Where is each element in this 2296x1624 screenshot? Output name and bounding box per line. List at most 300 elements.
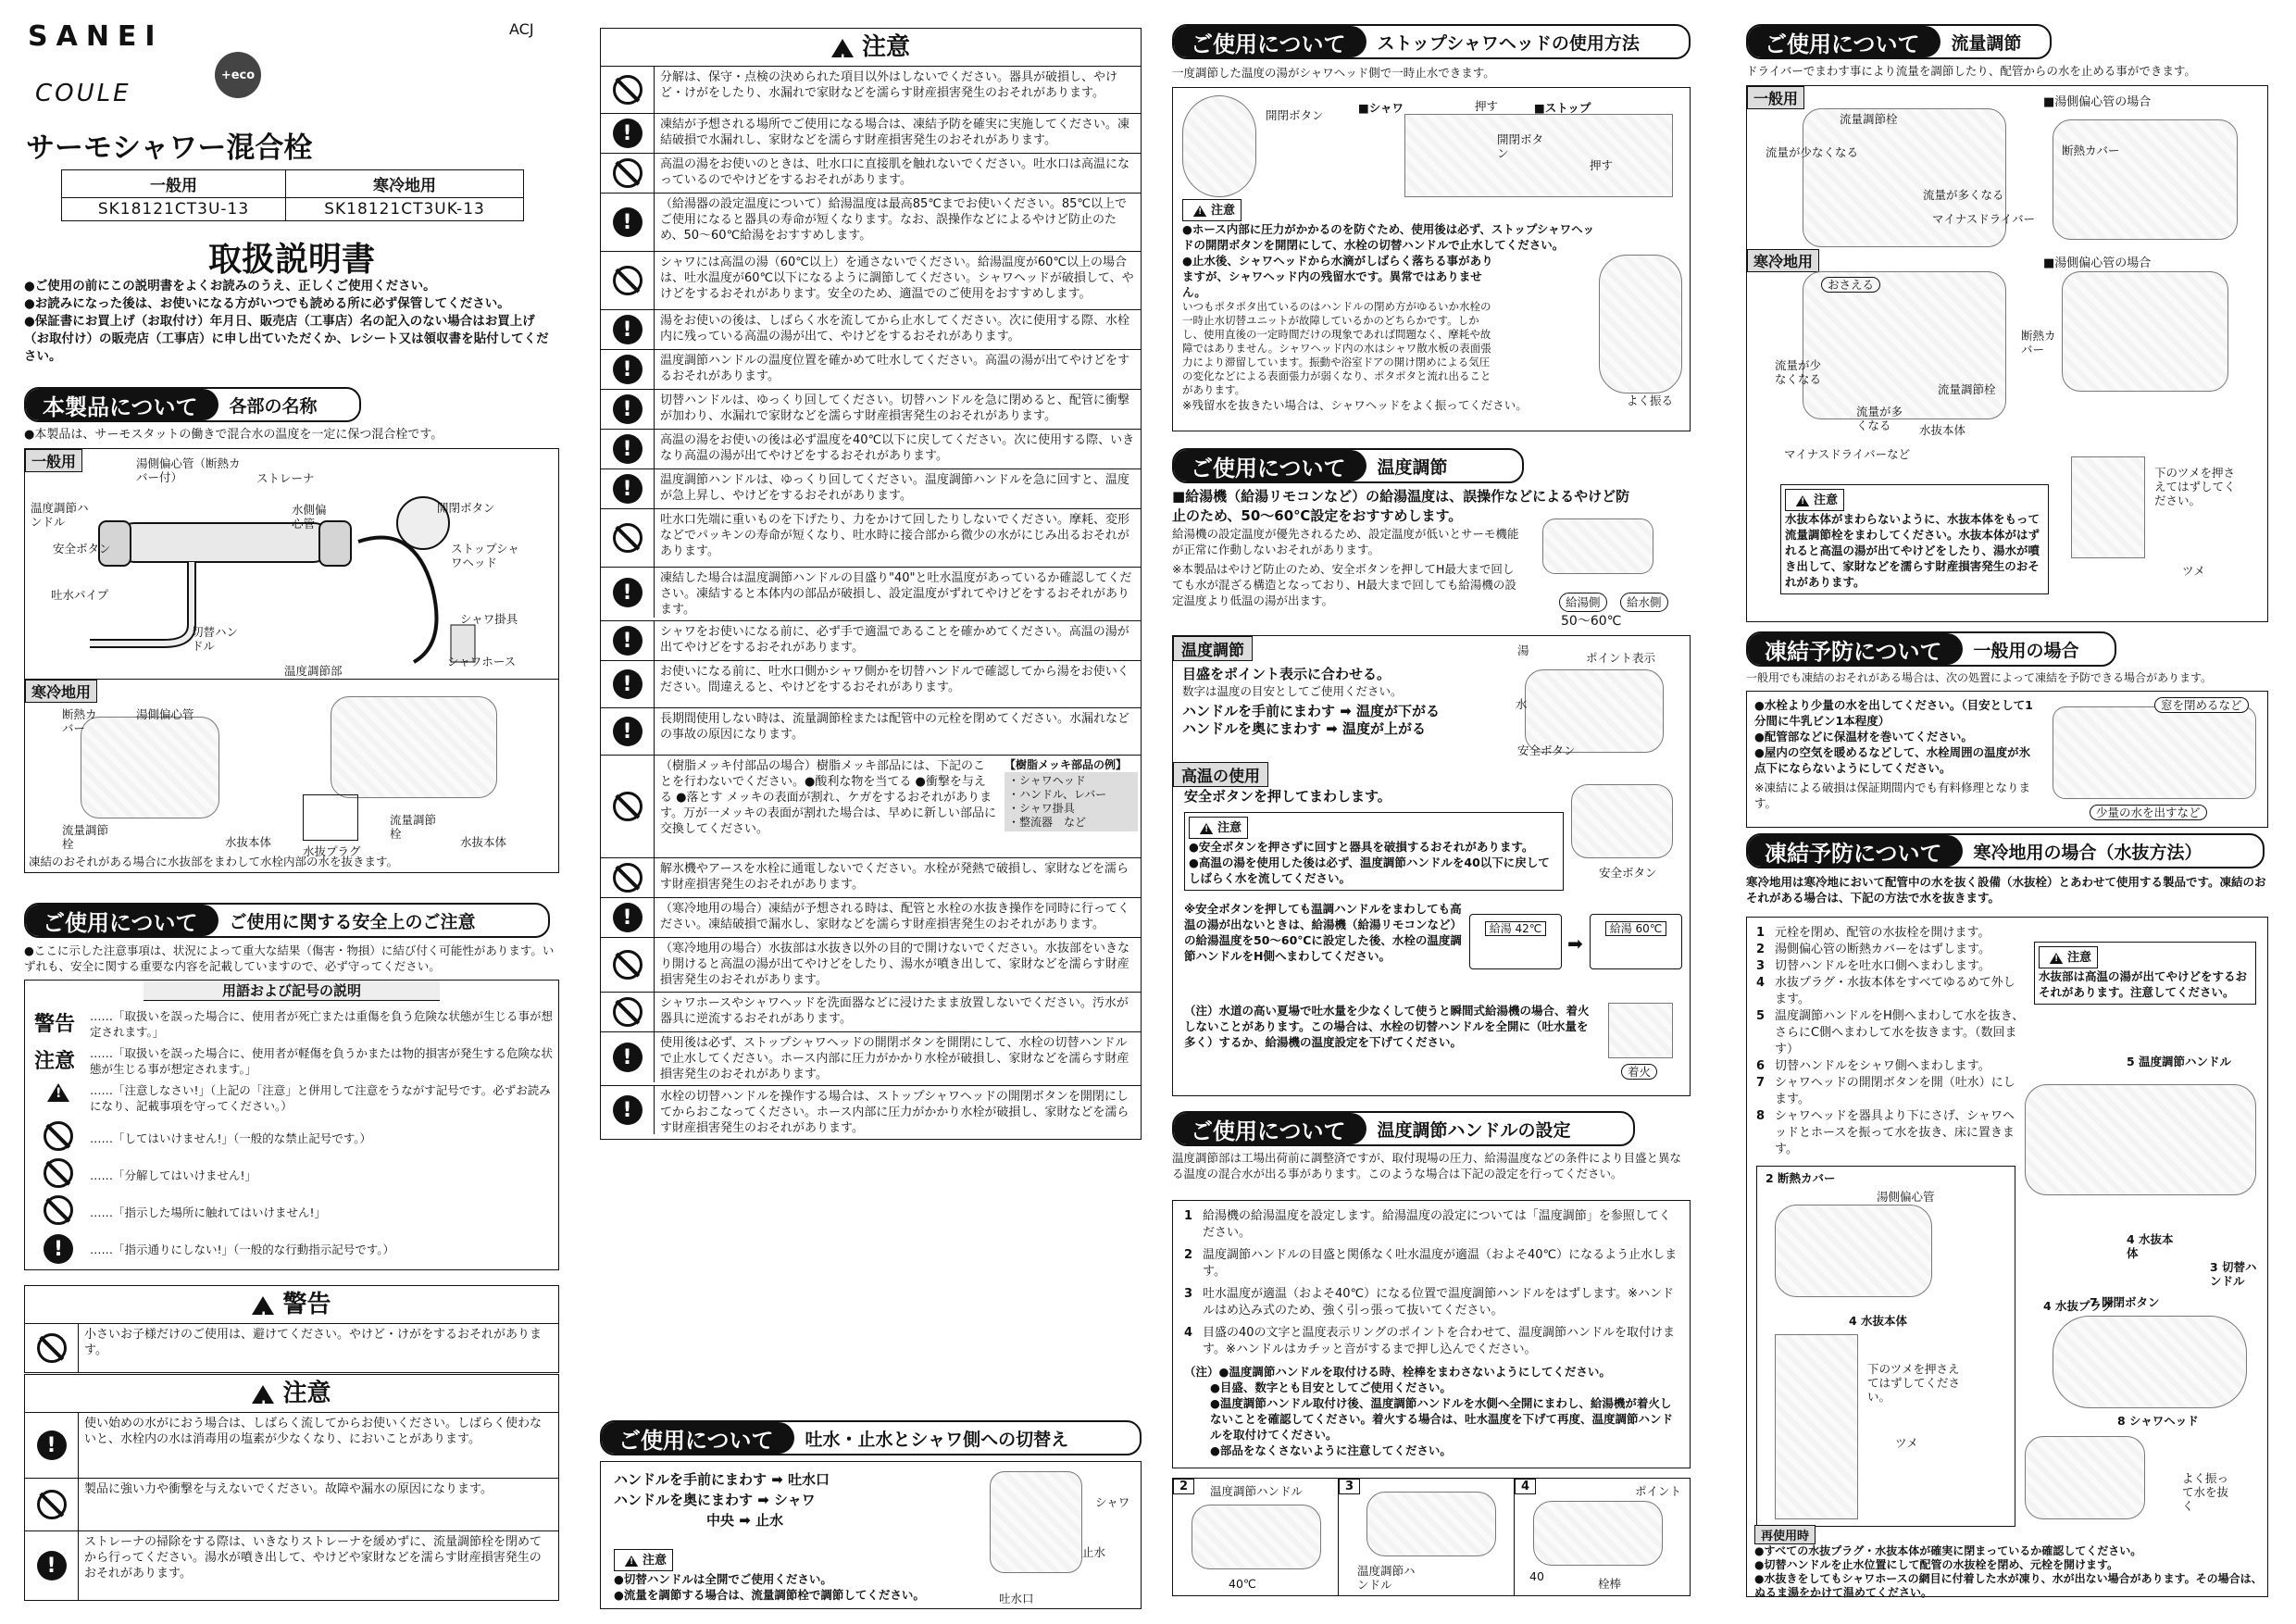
callout-claw-note: 下のツメを押さえてはずしてください。	[2154, 466, 2236, 507]
prohibited-icon	[613, 266, 643, 295]
caution-text: お使いになる前に、吐水口側かシャワ側かを切替ハンドルで確認してから湯をお使いください。間違えると、やけどをするおそれがあります。	[660, 665, 1129, 694]
section-label: ご使用について	[1174, 1113, 1366, 1144]
freeze1-illustration	[2053, 706, 2256, 799]
flow-note-box	[1780, 484, 2049, 594]
caution-text: 分解は、保守・点検の決められた項目以外はしないでください。器具が破損し、やけど・けがをしたり、水漏れで家財などを濡らす財産損害発生のおそれがあります。	[660, 70, 1118, 100]
section-label: ご使用について	[1748, 26, 1940, 57]
section-temp	[1172, 448, 1524, 483]
freeze1-box	[1746, 691, 2268, 828]
handle-step: 3 吐水温度が適温（およそ40℃）になる位置で温度調節ハンドルをはずします。※ハンドルはめ込み式のため、強く引っ張って抜いてください。	[1184, 1287, 1674, 1318]
stop-note-2: ●止水後、シャワヘッドから水滴がしばらく落ちる事がありますが、シャワヘッド内の残留水です。異常ではありません。	[1182, 253, 1493, 299]
switch-line-2: ハンドルを奥にまわす ➡ シャワ	[614, 1492, 816, 1508]
handle-figures	[1172, 1478, 1691, 1596]
caution-text: 使用後は必ず、ストップシャワヘッドの開閉ボタンを開閉にして、水栓の切替ハンドルで止水してください。ホース内部に圧力がかかり水栓が破損し、家財などを濡らす財産損害発生のおそれがあります。	[660, 1036, 1129, 1081]
callout-drain: 水抜本体	[1919, 423, 1966, 437]
caution-row	[600, 350, 1142, 390]
callout-close-window: 窓を閉めるなど	[2154, 697, 2249, 713]
section-sub: 温度調節ハンドルの設定	[1377, 1119, 1571, 1141]
callout-small-water: 少量の水を出すなど	[2090, 805, 2207, 820]
legend-warning-text: ……「取扱いを誤った場合に、使用者が死亡または重傷を負う危険な状態が生じる事が想定されます。」	[90, 1009, 554, 1039]
caution-row	[600, 661, 1142, 708]
legend-title: 用語および記号の説明	[144, 981, 440, 1001]
callout-temp-range: 50～60℃	[1561, 614, 1622, 629]
legend-caution-label: 注意	[34, 1050, 76, 1073]
caution-triangle-icon	[47, 1083, 69, 1102]
section-sub: 温度調節	[1377, 456, 1448, 478]
mandatory-icon: !	[613, 626, 643, 656]
temp-box	[1172, 635, 1691, 1096]
section-sub: 流量調節	[1951, 32, 2022, 54]
adj-sub: 数字は温度の目安としてご使用ください。	[1182, 684, 1403, 698]
freeze2-step: 4 水抜プラグ・水抜本体をすべてゆるめて外します。	[1756, 976, 2015, 1006]
caution-triangle-icon	[252, 1385, 274, 1404]
doc-title: 取扱説明書	[207, 241, 375, 279]
caution-row	[600, 993, 1142, 1032]
caution-row	[600, 621, 1142, 661]
callout-driver: マイナスドライバー	[1932, 212, 2036, 226]
switch-note-1: ●切替ハンドルは全開でご使用ください。	[614, 1571, 832, 1586]
mandatory-icon: !	[613, 669, 643, 699]
callout-more: 流量が多くなる	[1923, 188, 2004, 202]
freeze2-step: 3 切替ハンドルを吐水口側へまわします。	[1756, 959, 1990, 973]
mandatory-icon: !	[613, 474, 643, 504]
warning-text: 小さいお子様だけのご使用は、避けてください。やけど・けがをするおそれがあります。	[84, 1328, 543, 1357]
cold-callout-drain-2: 水抜本体	[460, 835, 507, 849]
mandatory-icon: !	[613, 434, 643, 464]
no-disassembly-icon	[44, 1158, 73, 1188]
fig-label-2: 2 断熱カバー	[1766, 1171, 1836, 1185]
shake-illustration	[2025, 1436, 2145, 1519]
mandatory-icon: !	[613, 1043, 643, 1072]
caution-title: ! 注意	[24, 1374, 559, 1413]
prohibited-icon	[613, 523, 643, 553]
handle-note: （注）●温度調節ハンドルを取付ける時、栓棒をまわさないようにしてください。	[1184, 1365, 1611, 1379]
freeze1-desc: 一般用でも凍結のおそれがある場合は、次の処置によって凍結を予防できる場合があります。	[1746, 671, 2213, 684]
cold-callout-drain: 水抜本体	[225, 835, 272, 849]
caution-text: 温度調節ハンドルは、ゆっくり回してください。温度調節ハンドルを急に回すと、温度が急上昇し、やけどをするおそれがあります。	[660, 473, 1129, 503]
caution-text: 解氷機やアースを水栓に通電しないでください。水栓が発熱で破損し、家財などを濡らす財産損害発生のおそれがあります。	[660, 862, 1129, 892]
handle-step: 1 給湯機の給湯温度を設定します。給湯温度の設定については「温度調節」を参照してください。	[1184, 1209, 1671, 1240]
switch-handle-illustration	[990, 1471, 1082, 1573]
callout-40: 40	[1529, 1569, 1544, 1583]
section-label: 凍結予防について	[1748, 633, 1963, 665]
prohibited-icon	[37, 1490, 67, 1519]
legend-prohibit-text: ……「してはいけません!」（一般的な禁止記号です。）	[90, 1131, 372, 1145]
fig-step-4: 4	[1515, 1479, 1536, 1494]
caution-row	[600, 1086, 1142, 1140]
mandatory-icon: !	[613, 394, 643, 424]
shower-head-illustration	[2053, 1316, 2247, 1408]
switch-line-1: ハンドルを手前にまわす ➡ 吐水口	[614, 1471, 830, 1488]
section-flow	[1746, 24, 2052, 59]
callout-stop-shower: ストップシャワヘッド	[451, 542, 519, 569]
adj-line-2: ハンドルを奥にまわす ➡ 温度が上がる	[1182, 720, 1427, 737]
caution-row	[600, 708, 1142, 756]
freeze2-faucet-illustration	[2025, 1084, 2256, 1195]
tag-cold: 寒冷地用	[25, 680, 97, 703]
callout-shower-hook: シャワ掛具	[460, 612, 518, 626]
callout-switch-handle: 切替ハンドル	[192, 625, 239, 653]
reuse-line: ●水抜きをしてもシャワホースの網目に付着した水が凍り、水が出ない場合があります。その場合は、ぬるま湯をかけて温めてください。	[1754, 1572, 2263, 1599]
caution-text: 高温の湯をお使いの後は必ず温度を40℃以下に戻してください。次に使用する際、いきなり高温の湯が出てやけどをするおそれがあります。	[660, 433, 1135, 463]
intro-line-2: ●お読みになった後は、お使いになる方がいつでも読める所に必ず保管してください。	[24, 296, 510, 311]
stop-note-3: いつもポタポタ出ているのはハンドルの閉め方がゆるいか水栓の一時止水切替ユニットが故障しているかのどちらかです。しかし、使用直後の一定時間だけの現象であれば問題なく、摩耗や故障ではありません。シャワヘッド内の水はシャワ散水板の表面張力により滞留しています。振動や浴室ドアの開け閉めによる気圧の変化などによる表面張力が弱くなり、ポタポタと流れ出ることがあります。	[1182, 299, 1491, 396]
drain-plug-illustration	[303, 794, 358, 841]
callout-push-2: 押す	[1590, 158, 1614, 172]
legend-mandatory-text: ……「指示通りにしない!」（一般的な行動指示記号です。）	[90, 1242, 395, 1256]
fig-label-hot-pipe: 湯側偏心管	[1877, 1190, 1935, 1204]
section-label: ご使用について	[1174, 26, 1366, 57]
claw-illustration	[2071, 456, 2145, 558]
flow-hot-label-2: ■湯側偏心管の場合	[2043, 256, 2152, 270]
shake-illustration	[1599, 255, 1682, 394]
callout-ignite: 着火	[1621, 1064, 1657, 1080]
caution-row	[600, 310, 1142, 350]
caution-row	[600, 1032, 1142, 1086]
caution-text: 凍結した場合は温度調節ハンドルの目盛り"40"と吐水温度があっているか確認してください。凍結すると本体内の部品が破損し、設定温度がずれてやけどをするおそれがあります。	[660, 571, 1132, 617]
caution-triangle-icon	[625, 1555, 638, 1567]
section-switch	[600, 1420, 1142, 1455]
callout-stem: 栓棒	[1598, 1577, 1622, 1591]
resin-item: ・シャワ掛具	[1008, 802, 1075, 815]
callout-point: ポイント表示	[1586, 651, 1656, 665]
caution-row	[600, 390, 1142, 430]
legend-no-touch-text: ……「指示した場所に触れてはいけません!」	[90, 1205, 327, 1219]
callout-point: ポイント	[1635, 1484, 1682, 1498]
switch-note-tag: !注意	[614, 1549, 673, 1571]
detail-illustration	[1775, 1205, 1932, 1297]
callout-shake: よく振る	[1627, 394, 1674, 407]
caution-text: （給湯器の設定温度について）給湯温度は最高85℃までお使いください。85℃以上でご使用になると器具の寿命が短くなります。なお、誤操作などによるやけど防止のため、50～60℃給湯をおすすめします。	[660, 197, 1128, 243]
caution-row	[600, 252, 1142, 310]
handle-desc: 温度調節部は工場出荷前に調整済ですが、取付現場の圧力、給湯温度などの条件により目盛と異なる温度の混合水が出る事があります。このような場合は下記の設定を行ってください。	[1172, 1151, 1682, 1181]
caution-triangle-icon	[2050, 953, 2063, 964]
freeze2-step: 8 シャワヘッドを器具より下にさげ、シャワヘッドとホースを振って水を抜き、床に置きます。	[1756, 1109, 2015, 1156]
caution-text: （寒冷地用の場合）水抜部は水抜き以外の目的で開けないでください。水抜部をいきなり開けると高温の湯が出てやけどをしたり、湯水が噴き出して、家財などを濡らす財産損害発生のおそれがあります。	[660, 942, 1130, 987]
stop-note-tag: !注意	[1182, 199, 1242, 221]
product-title: サーモシャワー混合栓	[26, 131, 313, 165]
freeze1-item: ●配管部などに保温材を巻いてください。	[1754, 730, 1973, 743]
switch-note-2: ●流量を調節する場合は、流量調節栓で調節してください。	[614, 1587, 925, 1602]
model-code-acj: ACJ	[509, 20, 534, 38]
intro-line-1: ●ご使用の前にこの説明書をよくお読みのうえ、正しくご使用ください。	[24, 279, 436, 294]
cold-callout-plug: 水抜プラグ	[303, 844, 361, 858]
cold-faucet-illustration	[331, 696, 497, 798]
warning-box	[24, 1285, 559, 1373]
remote-42: 給湯 42℃	[1469, 914, 1562, 969]
mandatory-icon: !	[613, 207, 643, 237]
section-sub: ストップシャワヘッドの使用方法	[1377, 32, 1640, 54]
caution-row	[600, 67, 1142, 114]
section-label: 本製品について	[26, 389, 218, 420]
callout-claw: ツメ	[2182, 564, 2205, 578]
adj-head: 温度調節	[1173, 636, 1253, 661]
section-sub: 吐水・止水とシャワ側への切替え	[805, 1429, 1069, 1450]
section-label: ご使用について	[1174, 450, 1366, 481]
caution-row	[600, 194, 1142, 252]
handle-note: ●目盛、数字とも目安としてご使用ください。	[1210, 1380, 1452, 1394]
caution-row: ストレーナの掃除をする際は、いきなりストレーナを緩めずに、流量調節栓を閉めてから行ってください。湯水が噴き出して、やけどや家財などを濡らす財産損害発生のおそれがあります。	[84, 1535, 543, 1580]
legend-attention-text: ……「注意しなさい!」（上記の「注意」と併用して注意をうながす記号です。必ずお読みになり、記載事項を守ってください。）	[90, 1083, 551, 1113]
freeze2-desc: 寒冷地用は寒冷地において配管中の水を抜く設備（水抜栓）とあわせて使用する製品です。凍結のおそれがある場合は、下記の方法で水を抜きます。	[1746, 875, 2266, 905]
temp-sub1: 給湯機の設定温度が優先されるため、設定温度が低いとサーモ機能が正常に作動しないおそれがあります。	[1172, 527, 1519, 556]
reuse-line: ●切替ハンドルを止水位置にして配管の水抜栓を閉め、元栓を開けます。	[1754, 1558, 2119, 1571]
legend-box	[24, 980, 559, 1270]
safety-button-illustration	[1571, 784, 1673, 858]
fig3-illustration	[1366, 1492, 1496, 1556]
ignite-illustration	[1608, 1003, 1673, 1058]
cold-note: 凍結のおそれがある場合に水抜部をまわして水栓内部の水を抜きます。	[29, 855, 399, 868]
caution-row: 製品に強い力や衝撃を与えないでください。故障や漏水の原因になります。	[84, 1482, 493, 1496]
caution-row	[600, 114, 1142, 154]
section-stop-shower	[1172, 24, 1691, 59]
resin-title: 【樹脂メッキ部品の例】	[1004, 758, 1128, 771]
prohibited-icon	[613, 792, 643, 821]
caution-row: 使い始めの水がにおう場合は、しばらく流してからお使いください。しばらく使わないと、水栓内の水は消毒用の塩素が少なくなり、においことがあります。	[84, 1417, 543, 1446]
fig-label-shake: よく振って水を抜く	[2182, 1471, 2229, 1513]
fig-step-3: 3	[1339, 1479, 1360, 1494]
freeze1-item: ●屋内の空気を暖めるなどして、水栓周囲の温度が氷点下にならないようにしてください。	[1754, 745, 2031, 775]
callout-safety: 安全ボタン	[1517, 743, 1576, 757]
mandatory-icon: !	[613, 315, 643, 344]
handle-note: ●部品をなくさないように注意してください。	[1210, 1443, 1452, 1457]
freeze2-step: 5 温度調節ハンドルをH側へまわして水を抜き、さらにC側へまわして水を抜きます。（数回ます）	[1756, 1009, 2025, 1056]
callout-driver-2: マイナスドライバーなど	[1784, 447, 1911, 461]
callout-temp-handle: 温度調節ハンドル	[1210, 1484, 1304, 1498]
callout-shower-mode: ■シャワ	[1358, 101, 1404, 115]
reuse-line: ●すべての水抜プラグ・水抜本体が確実に閉まっているか確認してください。	[1754, 1544, 2142, 1557]
switch-box	[600, 1461, 1142, 1609]
prohibited-icon	[613, 863, 643, 893]
warning-title: ! 警告	[24, 1285, 559, 1324]
caution-triangle-icon	[1200, 823, 1213, 834]
fig2-illustration	[1192, 1505, 1321, 1569]
cold-callout-flow-2: 流量調節栓	[390, 813, 437, 841]
caution-text: 切替ハンドルは、ゆっくり回してください。切替ハンドルを急に閉めると、配管に衝撃が加わり、水漏れで家財などを濡らす財産損害発生のおそれがあります。	[660, 394, 1129, 423]
stop-note-4: ※残留水を抜きたい場合は、シャワヘッドをよく振ってください。	[1182, 397, 1528, 412]
section-label: 凍結予防について	[1748, 835, 1963, 867]
mandatory-icon: !	[37, 1430, 67, 1460]
caution-triangle-icon	[1193, 206, 1206, 217]
mandatory-icon: !	[613, 903, 643, 932]
prohibited-icon	[613, 75, 643, 105]
freeze2-step: 6 切替ハンドルをシャワ側へまわします。	[1756, 1059, 1990, 1073]
callout-flow-valve: 流量調節栓	[1840, 112, 1898, 126]
temp-handle-illustration	[1525, 669, 1664, 753]
adj-line-1: ハンドルを手前にまわす ➡ 温度が下がる	[1182, 703, 1441, 719]
freeze2-note: 水抜部は高温の湯が出てやけどをするおそれがあります。注意してください。	[2039, 968, 2248, 999]
callout-stop-mode: ■ストップ	[1534, 101, 1591, 115]
handle-step: 2 温度調節ハンドルの目盛と関係なく吐水温度が適温（およそ40℃）になるよう止水します。	[1184, 1248, 1678, 1279]
callout-cold-side: 給水側	[1620, 593, 1668, 612]
mandatory-icon: !	[613, 717, 643, 746]
flow-general-illustration	[1803, 108, 2006, 247]
caution-box-small	[24, 1374, 559, 1601]
prohibited-icon	[44, 1121, 73, 1151]
callout-safety-button: 安全ボタン	[53, 542, 111, 556]
caution-main-title: ! 注意	[600, 28, 1142, 67]
switch-line-3: 中央 ➡ 止水	[706, 1512, 784, 1529]
cold-callout-cover: 断熱カバー	[62, 707, 97, 735]
adj-text: 目盛をポイント表示に合わせる。	[1182, 666, 1391, 682]
caution-row	[600, 568, 1142, 621]
callout-more-2: 流量が多くなる	[1856, 405, 1903, 432]
resin-item: ・シャワヘッド	[1008, 774, 1086, 787]
table-head-cold: 寒冷地用	[286, 170, 524, 198]
fig-label-3: 3 切替ハンドル	[2210, 1260, 2257, 1288]
section-handle	[1172, 1111, 1635, 1146]
callout-temp-handle-2: 温度調節ハンドル	[1357, 1564, 1416, 1592]
callout-spout: 吐水パイプ	[51, 588, 109, 602]
fig-label-claw: ツメ	[1895, 1436, 1918, 1450]
arrow-right-icon: ➡	[1567, 932, 1583, 955]
freeze1-item: ※凍結による破損は保証期間内でも有料修理となります。	[1754, 781, 2030, 810]
intro-line-3: ●保証書にお買上げ（お取付け）年月日、販売店（工事店）名の記入のない場合はお買上げ（お取付け）の販売店（工事店）に申し出ていただくか、レシート又は領収書を貼付してください。	[24, 314, 549, 364]
freeze2-step: 2 湯側偏心管の断熱カバーをはずします。	[1756, 943, 1990, 956]
flow-cold-cover-illustration	[2062, 271, 2228, 392]
section-freeze-general	[1746, 631, 2116, 667]
callout-open-button: 開閉ボタン	[437, 501, 495, 515]
resin-parts-box	[1002, 756, 1141, 857]
caution-triangle-icon	[1796, 495, 1809, 506]
fig-label-5: 5 温度調節ハンドル	[2127, 1055, 2232, 1068]
claw-illustration	[1775, 1334, 1858, 1519]
resin-item: ・ハンドル、レバー	[1008, 788, 1107, 801]
caution-row	[600, 938, 1142, 993]
flow-desc: ドライバーでまわす事により流量を調節したり、配管からの水を止める事ができます。	[1746, 64, 2196, 78]
callout-cover: 断熱カバー	[2062, 144, 2120, 157]
table-head-general: 一般用	[62, 170, 286, 198]
caution-text: 長期間使用しない時は、流量調節栓または配管中の元栓を閉めてください。水漏れなどの事故の原因になります。	[660, 712, 1130, 742]
mandatory-icon: !	[613, 355, 643, 384]
caution-text: （樹脂メッキ付部品の場合）樹脂メッキ部品には、下記のことを行わないでください。●酸利な物を当てる ●衝撃を与える ●落とす メッキの表面が割れ、ケガをするおそれがあります。万が一メッキの表面が割れた場合は、早めに新しい部品に交換してください。	[660, 759, 996, 836]
cold-detail-illustration	[81, 717, 219, 818]
flow-cold-illustration	[1803, 271, 2006, 419]
resin-item: ・整流器 など	[1008, 816, 1087, 829]
caution-text: （寒冷地用の場合）凍結が予想される時は、配管と水栓の水抜き操作を同時に行ってください。凍結破損で漏水し、家財などを濡らす財産損害発生のおそれがあります。	[660, 902, 1130, 931]
stop-shower-box	[1172, 87, 1691, 431]
freeze2-note-tag: !注意	[2039, 946, 2098, 968]
parts-figure-general	[24, 448, 559, 680]
legend-warning-label: 警告	[34, 1013, 76, 1036]
section-parts	[24, 387, 361, 422]
warning-triangle-icon	[252, 1296, 274, 1315]
caution-row	[600, 756, 1142, 858]
callout-open-button: 開閉ボタン	[1266, 108, 1324, 122]
caution-row	[600, 154, 1142, 194]
flow-hot-label: ■湯側偏心管の場合	[2043, 95, 2152, 109]
callout-shower: シャワ	[1095, 1495, 1130, 1509]
mandatory-icon: !	[613, 1095, 643, 1125]
caution-text: シャワホースやシャワヘッドを洗面器などに浸けたまま放置しないでください。汚水が器具に逆流するおそれがあります。	[660, 996, 1129, 1026]
temp-note3: （注）水道の高い夏場で吐水量を少なくして使うと瞬間式給湯機の場合、着火しないことがあります。この場合は、水栓の切替ハンドルを全開に（吐水量を多く）するか、給湯機の温度設定を下げてください。	[1184, 1004, 1590, 1049]
mandatory-icon: !	[44, 1234, 73, 1264]
callout-cold-pipe: 水側偏心管	[292, 503, 327, 531]
no-touch-icon	[44, 1195, 73, 1225]
section-safety	[24, 903, 550, 938]
coule-logo: COULE	[35, 80, 131, 107]
remote-60: 給湯 60℃	[1590, 914, 1682, 969]
fig-label-4-plug: 4 水抜プラグ	[2043, 1299, 2114, 1313]
temp-sub2: ※本製品はやけど防止のため、安全ボタンを押してH最大まで回しても水が混ざる構造となっており、H最大まで回しても給湯機の設定温度より低温の湯が出ます。	[1172, 562, 1516, 607]
high-note-box	[1184, 812, 1564, 891]
callout-hold: おさえる	[1821, 277, 1880, 293]
callout-open-button-2: 開閉ボタン	[1497, 132, 1544, 160]
freeze2-box	[1746, 917, 2268, 1597]
cold-callout-flow: 流量調節栓	[62, 823, 109, 851]
safety-desc: ●ここに示した注意事項は、状況によって重大な結果（傷害・物損）に結び付く可能性があります。いずれも、安全に関する重要な内容を記載していますので、必ず守ってください。	[24, 943, 555, 973]
high-text: 安全ボタンを押してまわします。	[1184, 788, 1391, 805]
callout-cover-2: 断熱カバー	[2021, 329, 2056, 356]
callout-strainer: ストレーナ	[256, 471, 315, 485]
section-sub: 各部の名称	[229, 395, 318, 417]
flow-hot-pipe-illustration	[2053, 119, 2238, 240]
callout-safety-button: 安全ボタン	[1599, 866, 1657, 880]
legend-caution-text: ……「取扱いを誤った場合に、使用者が軽傷を負うかまたは物的損害が発生する危険な状態が生じる事が想定されます。」	[90, 1046, 554, 1076]
legend-disassemble-text: ……「分解してはいけません!」	[90, 1168, 257, 1182]
section-sub: ご使用に関する安全上のご注意	[229, 911, 476, 932]
callout-40c: 40℃	[1229, 1577, 1256, 1591]
fig-label-claw-note: 下のツメを押さえてはずしてください。	[1867, 1362, 1961, 1404]
caution-main-rows	[600, 67, 1142, 1140]
freeze2-step: 7 シャワヘッドの開閉ボタンを開（吐水）にします。	[1756, 1076, 2015, 1106]
mandatory-icon: !	[37, 1551, 67, 1580]
prohibited-icon	[613, 997, 643, 1027]
fig-step-2: 2	[1173, 1479, 1194, 1494]
caution-text: 湯をお使いの後は、しばらく水を流してから止水してください。次に使用する際、水栓内に残っている高温の湯が出て、やけどをするおそれがあります。	[660, 314, 1130, 344]
stop-shower-desc: 一度調節した温度の湯がシャワヘッド側で一時止水できます。	[1172, 66, 1495, 80]
fig-label-7: 7 開閉ボタン	[2090, 1295, 2160, 1309]
temp-note2: ※安全ボタンを押しても温調ハンドルをまわしても高温の湯が出ないときは、給湯機（給湯リモコンなど）の給湯温度を50～60℃に設定した後、水栓の温度調節ハンドルをH側へまわしてください。	[1184, 902, 1463, 963]
handle-step: 4 目盛の40の文字と温度表示リングのポイントを合わせて、温度調節ハンドルを取付けます。※ハンドルはカチッと音がするまで押し込んでください。	[1184, 1326, 1676, 1356]
callout-water: 水	[1516, 697, 1528, 711]
callout-less-2: 流量が少なくなる	[1775, 358, 1822, 386]
flow-note: 水抜本体がまわらないように、水抜本体をもって流量調節栓をまわしてください。水抜本体がはずれると高温の湯が出てやけどをしたり、湯水が噴き出して、家財などを濡らす財産損害発生のおそれがあります。	[1785, 511, 2040, 589]
fig4-illustration	[1533, 1501, 1663, 1566]
high-note-1: ●安全ボタンを押さずに回すと器具を破損するおそれがあります。	[1189, 839, 1534, 854]
freeze2-note-box	[2034, 942, 2256, 1005]
section-sub: 寒冷地用の場合（水抜方法）	[1973, 842, 2202, 863]
section-sub: 一般用の場合	[1973, 640, 2079, 661]
model-cold: SK18121CT3UK-13	[286, 198, 524, 221]
caution-triangle-icon	[831, 39, 854, 57]
parts-figure-cold	[24, 679, 559, 873]
caution-row	[600, 509, 1142, 568]
callout-hot: 湯	[1517, 643, 1529, 657]
high-note-2: ●高温の湯を使用した後は必ず、温度調節ハンドルを40以下に戻してしばらく水を流してください。	[1189, 855, 1550, 885]
callout-temp-unit: 温度調節部	[284, 664, 343, 678]
caution-text: 吐水口先端に重いものを下げたり、力をかけて回したりしないでください。摩耗、変形などでパッキンの寿命が短くなり、吐水時に接合部から微少の水がにじみ出るおそれがあります。	[660, 513, 1130, 558]
callout-push: 押す	[1475, 99, 1499, 113]
fig-label-4-body: 4 水抜本体	[2127, 1232, 2174, 1260]
fig-label-4-drain: 4 水抜本体	[1849, 1314, 1908, 1328]
flow-general-tag: 一般用	[1747, 86, 1804, 109]
flow-cold-tag: 寒冷地用	[1747, 249, 1819, 272]
callout-less: 流量が少なくなる	[1766, 145, 1859, 159]
stop-note-1: ●ホース内部に圧力がかかるのを防ぐため、使用後は必ず、ストップシャワヘッドの開閉ボタンを開閉にして、水栓の切替ハンドルで止水してください。	[1182, 221, 1595, 252]
high-head: 高温の使用	[1173, 762, 1268, 787]
flow-box	[1746, 85, 2268, 622]
eco-badge: +eco	[215, 52, 261, 98]
freeze1-item: ●水栓より少量の水を出してください。（目安として1分間に牛乳ビン1本程度）	[1754, 698, 2033, 728]
section-freeze-cold	[1746, 833, 2265, 868]
callout-hot-pipe: 湯側偏心管（断熱カバー付）	[136, 456, 241, 484]
high-note-tag: !注意	[1189, 817, 1248, 839]
temp-main: ■給湯機（給湯リモコンなど）の給湯温度は、誤操作などによるやけど防止のため、50～60℃設定をおすすめします。	[1172, 488, 1630, 524]
caution-text: 凍結が予想される場所でご使用になる場合は、凍結予防を確実に実施してください。凍結破損で水漏れし、家財などを濡らす財産損害発生のおそれがあります。	[660, 118, 1130, 147]
brand-logo: SANEI	[28, 20, 164, 53]
callout-flow-valve-2: 流量調節栓	[1938, 382, 1996, 396]
